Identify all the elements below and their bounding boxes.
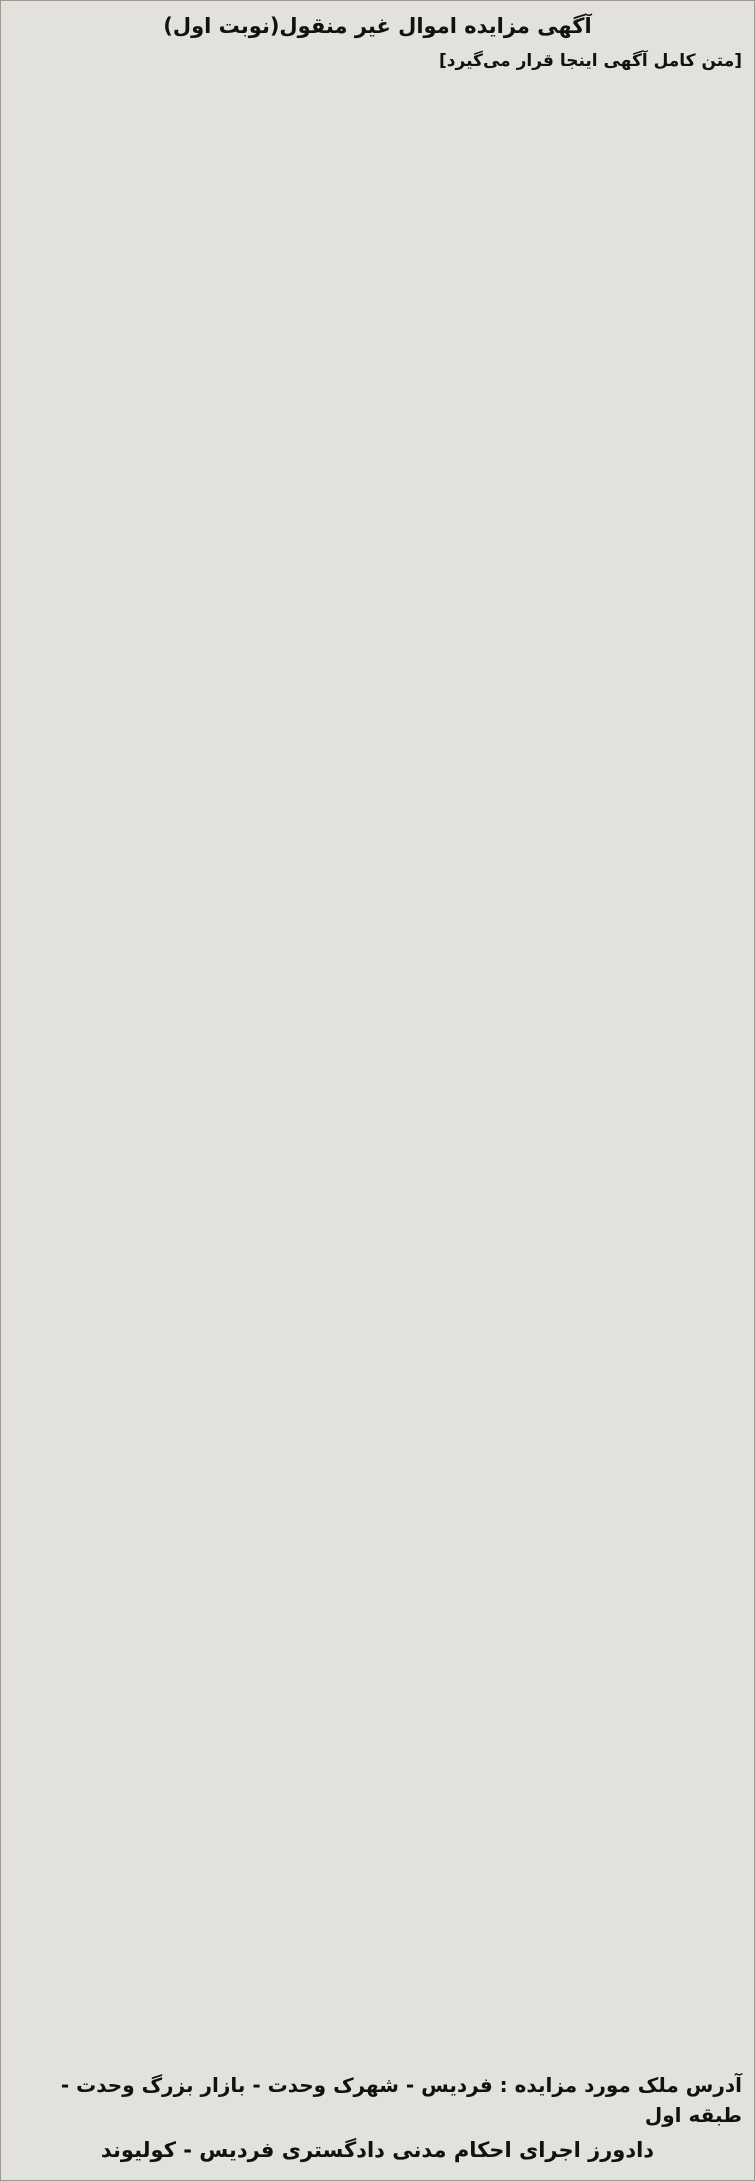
- notice-title: آگهی مزایده اموال غیر منقول(نوبت اول): [163, 14, 592, 38]
- signature-line: دادورز اجرای احکام مدنی دادگستری فردیس - کولیوند: [100, 2138, 655, 2162]
- notice-footer: [13, 2070, 742, 2166]
- property-address: آدرس ملک مورد مزایده : فردیس - شهرک وحدت - بازار بزرگ وحدت - طبقه اول: [60, 2073, 742, 2127]
- notice-body: [متن کامل آگهی اینجا قرار می‌گیرد]: [439, 51, 742, 71]
